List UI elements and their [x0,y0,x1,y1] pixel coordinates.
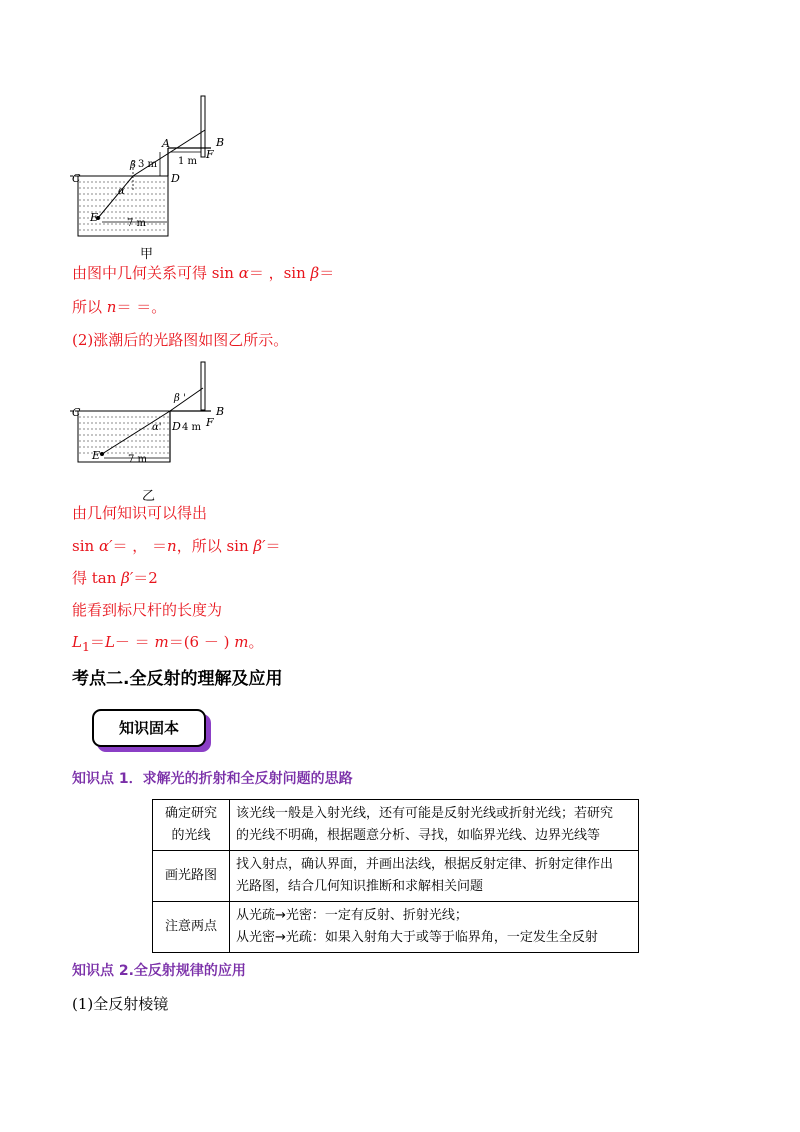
figure-caption-yi: 乙 [142,489,156,504]
answer-line-5 [72,536,281,556]
text-span: 。 [248,633,264,651]
table-row-content [230,902,639,953]
text-span: 由图中几何关系可得 sin [72,264,239,282]
text-span: sin [72,537,99,555]
cell-line: 从光密→光疏：如果入射角大于或等于临界角，一定发生全反射 [236,930,598,945]
unit-m: m [234,633,249,651]
table-row-head: 注意两点 [153,902,230,953]
knowledge-point-2: 知识点 2.全反射规律的应用 [72,963,246,979]
table-row-head: 确定研究的光线 [153,800,230,851]
answer-line-1 [72,263,334,283]
figure-jia [70,90,230,260]
section-title: 考点二.全反射的理解及应用 [72,669,283,689]
table-row [153,902,639,953]
symbol-beta: β [310,264,320,282]
text-span: ，所以 sin [176,537,254,555]
label-D: D [172,420,181,433]
answer-line-6 [72,568,158,588]
subscript: 1 [81,639,90,654]
label-C: C [72,406,81,419]
table-row [153,800,639,851]
text-span: ＝2 [133,569,158,587]
answer-line-8 [72,632,264,657]
label-B: B [216,405,225,418]
label-beta-prime: β ' [174,393,186,404]
cell-line: 从光疏→光密：一定有反射、折射光线； [236,908,468,923]
unit-m: m [154,633,169,651]
table-row [153,851,639,902]
figure-caption-jia: 甲 [140,247,154,262]
text-span: 得 tan [72,569,122,587]
answer-line-2 [72,297,166,317]
method-table [152,799,639,953]
text-span: ＝ ＝。 [116,298,167,316]
table-row-head: 画光路图 [153,851,230,902]
label-3m: 3 m [138,159,158,170]
light-ray [102,388,203,454]
cell-line: 找入射点，确认界面，并画出法线，根据反射定律、折射定律作出 [236,857,614,872]
pole [201,362,205,410]
label-C: C [72,172,81,185]
label-alpha: α [118,186,125,197]
text-span: － ＝ [114,633,155,651]
symbol-L: L [104,633,115,651]
cell-line: 该光线一般是入射光线，还有可能是反射光线或折射光线；若研究 [236,806,614,821]
label-F: F [206,148,214,161]
label-1m: 1 m [178,156,198,167]
answer-line-3: (2)涨潮后的光路图如图乙所示。 [72,331,289,349]
symbol-beta-prime: β′ [253,537,266,555]
text-span: ＝ [89,633,105,651]
text-span: ＝ [319,264,335,282]
knowledge-badge: 知识固本 [92,709,206,747]
cell-line: 光路图，结合几何知识推断和求解相关问题 [236,879,484,894]
symbol-alpha-prime: α′ [98,537,113,555]
label-beta: β [130,160,136,171]
label-7m: 7 m [127,218,147,229]
text-span: ＝(6 － ) [168,633,235,651]
label-D: D [171,172,180,185]
label-A: A [162,137,170,150]
label-B: B [216,136,225,149]
label-F: F [206,416,214,429]
label-4m: 4 m [182,422,202,433]
text-span: ＝ ，sin [248,264,311,282]
symbol-n: n [106,298,117,316]
symbol-L: L [72,633,82,651]
knowledge-point-1: 知识点 1．求解光的折射和全反射问题的思路 [72,771,353,787]
text-span: ＝ ， ＝ [112,537,168,555]
answer-line-4: 由几何知识可以得出 [72,504,208,522]
symbol-alpha: α [238,264,249,282]
label-alpha-prime: α' [152,422,162,433]
label-E: E [90,211,99,224]
table-row-content [230,851,639,902]
cell-line: 的光线不明确，根据题意分析、寻找，如临界光线、边界光线等 [236,828,601,843]
light-ray [98,130,205,218]
label-7m: 7 m [128,454,148,465]
symbol-n: n [167,537,177,555]
table-row-content [230,800,639,851]
text-span: ＝ [265,537,281,555]
subsection-prism: (1)全反射棱镜 [72,995,169,1013]
answer-line-7: 能看到标尺杆的长度为 [72,601,223,619]
text-span: 所以 [72,298,107,316]
symbol-beta-prime: β′ [121,569,134,587]
label-E: E [92,449,101,462]
figure-yi [70,358,230,483]
